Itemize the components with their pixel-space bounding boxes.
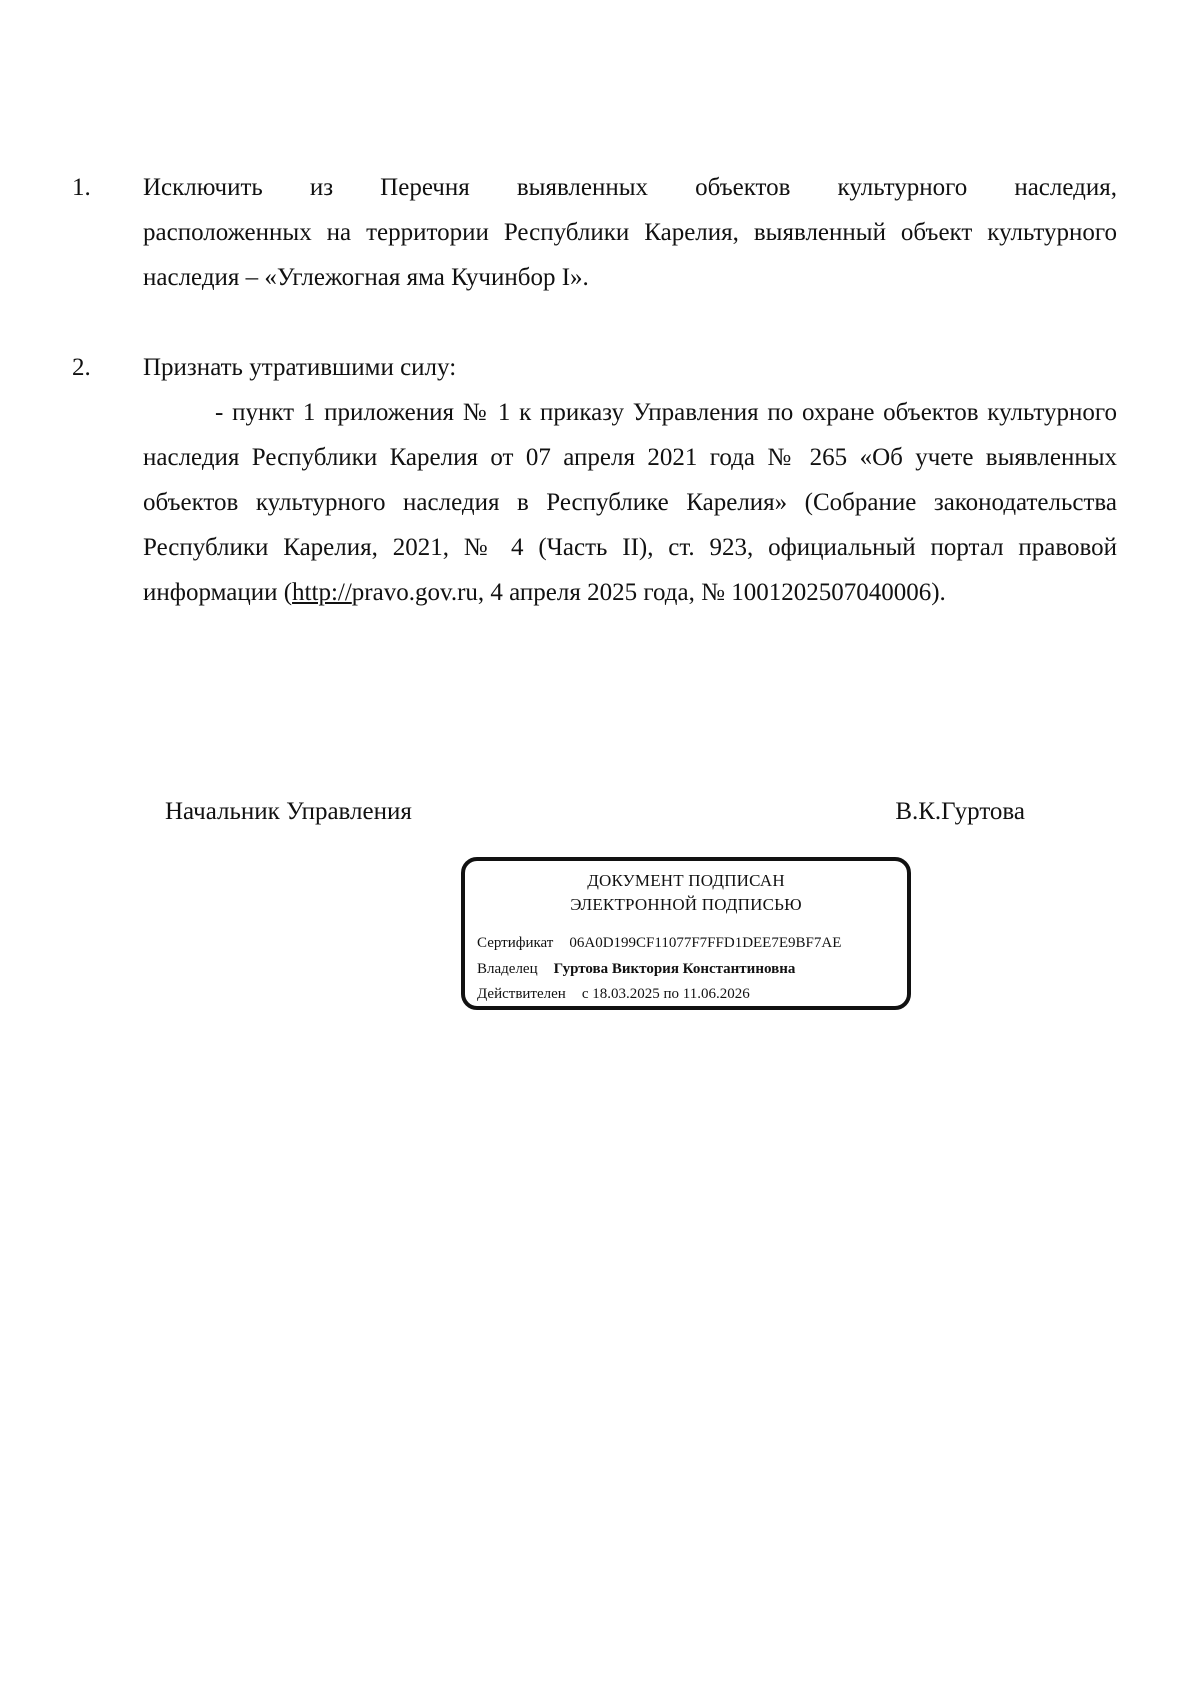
- item-2-first-line: [72, 345, 1117, 390]
- stamp-owner-value: Гуртова Виктория Константиновна: [553, 961, 796, 977]
- stamp-certificate-value: 06A0D199CF11077F7FFD1DEE7E9BF7AE: [569, 935, 842, 951]
- item-2-number: 2.: [72, 354, 91, 381]
- item-1-heading: Исключить из Перечня выявленных объектов культурного наследия,: [143, 174, 1117, 201]
- stamp-title-line-1: ДОКУМЕНТ ПОДПИСАН: [587, 871, 785, 890]
- stamp-valid-value: с 18.03.2025 по 11.06.2026: [581, 986, 750, 1002]
- stamp-title-line-2: ЭЛЕКТРОННОЙ ПОДПИСЬЮ: [570, 895, 802, 914]
- item-2-subitem: [143, 390, 1117, 615]
- item-1-body: расположенных на территории Республики Карелия, выявленный объект культурного наследия – «Углежогная яма Кучинбор I».: [143, 219, 1117, 291]
- item-2-sub-text: - пункт 1 приложения № 1 к приказу Управления по охране объектов культурного наследия Республики Карелия от 07 апреля 2021 года № 265 «Об учете выявленных объектов культурного наследия в Республике Карелия» (Собрание законодательства Республики Карелия, 2021, № 4 (Часть II), ст. 923, официальный портал правовой информации (: [143, 399, 1117, 606]
- signatory-position: Начальник Управления: [165, 798, 412, 825]
- stamp-valid-label: Действителен: [477, 986, 566, 1002]
- stamp-certificate-row: [477, 933, 841, 953]
- item-2-heading: Признать утратившими силу:: [143, 354, 457, 381]
- stamp-owner-row: [477, 959, 795, 979]
- pravo-link[interactable]: http://: [292, 579, 352, 606]
- signatory-name: В.К.Гуртова: [895, 798, 1025, 825]
- stamp-owner-label: Владелец: [477, 961, 538, 977]
- item-2-sub-text-end: pravo.gov.ru, 4 апреля 2025 года, № 1001202507040006).: [351, 579, 946, 606]
- electronic-signature-stamp: [461, 857, 911, 1010]
- stamp-valid-row: [477, 984, 750, 1004]
- item-1-number: 1.: [72, 174, 91, 201]
- item-1-first-line: [72, 165, 1117, 210]
- stamp-certificate-label: Сертификат: [477, 935, 554, 951]
- stamp-title: [465, 869, 907, 917]
